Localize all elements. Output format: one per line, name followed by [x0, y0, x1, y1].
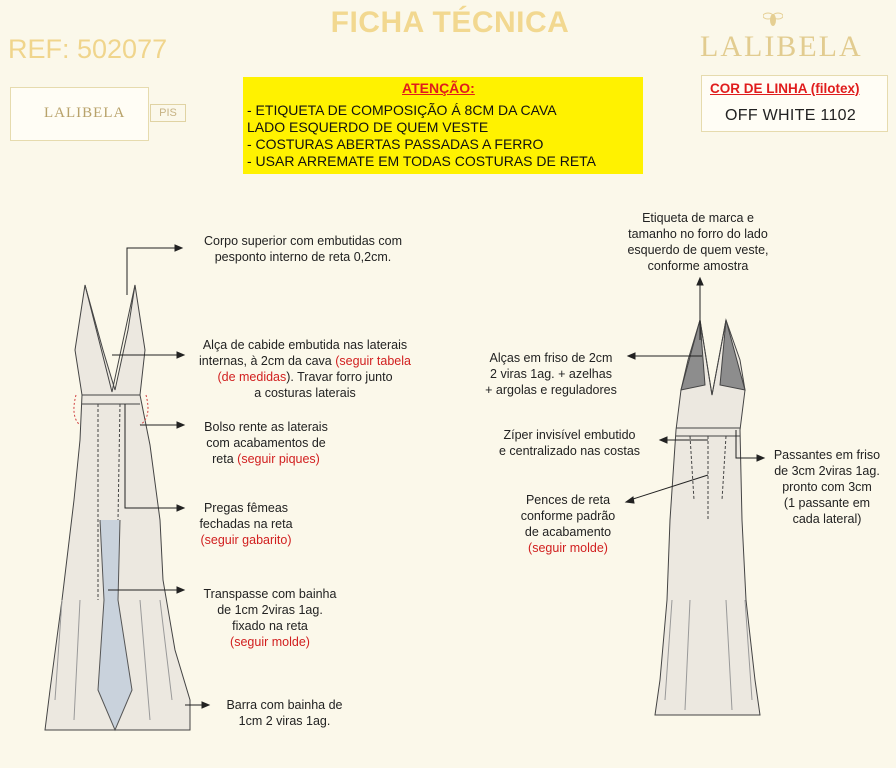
front-note-pocket: Bolso rente as laterais com acabamentos de reta (seguir piques): [204, 420, 328, 466]
attention-line: - COSTURAS ABERTAS PASSADAS A FERRO: [247, 136, 544, 152]
back-dress-drawing: [655, 320, 760, 715]
back-note-darts: Pences de reta conforme padrão de acabamento (seguir molde): [520, 493, 616, 555]
reference-code: REF: 502077: [8, 34, 168, 64]
attention-title: ATENÇÃO:: [402, 80, 475, 96]
front-note-hanger-strap: Alça de cabide embutida nas laterais internas, à 2cm da cava (seguir tabela (de medidas). Travar forro junto a costuras laterais: [199, 338, 411, 400]
label-tag-brand: LALIBELA: [44, 105, 126, 121]
attention-line: - USAR ARREMATE EM TODAS COSTURAS DE RETA: [247, 153, 597, 169]
pis-tag: PIS: [150, 104, 186, 122]
brand-logo: LALIBELA: [700, 30, 863, 63]
back-note-brand-label: Etiqueta de marca e tamanho no forro do lado esquerdo de quem veste, conforme amostra: [627, 211, 769, 273]
back-note-straps: Alças em friso de 2cm 2 viras 1ag. + azelhas + argolas e reguladores: [485, 351, 617, 397]
front-note-hem: Barra com bainha de 1cm 2 viras 1ag.: [226, 698, 343, 728]
back-note-belt-loops: Passantes em friso de 3cm 2viras 1ag. pronto com 3cm (1 passante em cada lateral): [773, 448, 881, 526]
front-note-pleats: Pregas fêmeas fechadas na reta (seguir gabarito): [199, 501, 293, 547]
front-note-bodice: Corpo superior com embutidas com pesponto interno de reta 0,2cm.: [204, 234, 402, 264]
page-title: FICHA TÉCNICA: [330, 6, 570, 39]
back-note-zipper: Zíper invisível embutido e centralizado nas costas: [498, 428, 641, 458]
thread-color-value: OFF WHITE 1102: [725, 107, 857, 124]
thread-color-title: COR DE LINHA (filotex): [710, 81, 860, 96]
front-note-overlap: Transpasse com bainha de 1cm 2viras 1ag. fixado na reta (seguir molde): [203, 587, 337, 649]
attention-line: - ETIQUETA DE COMPOSIÇÃO Á 8CM DA CAVA: [247, 102, 557, 118]
attention-line: LADO ESQUERDO DE QUEM VESTE: [247, 119, 489, 135]
